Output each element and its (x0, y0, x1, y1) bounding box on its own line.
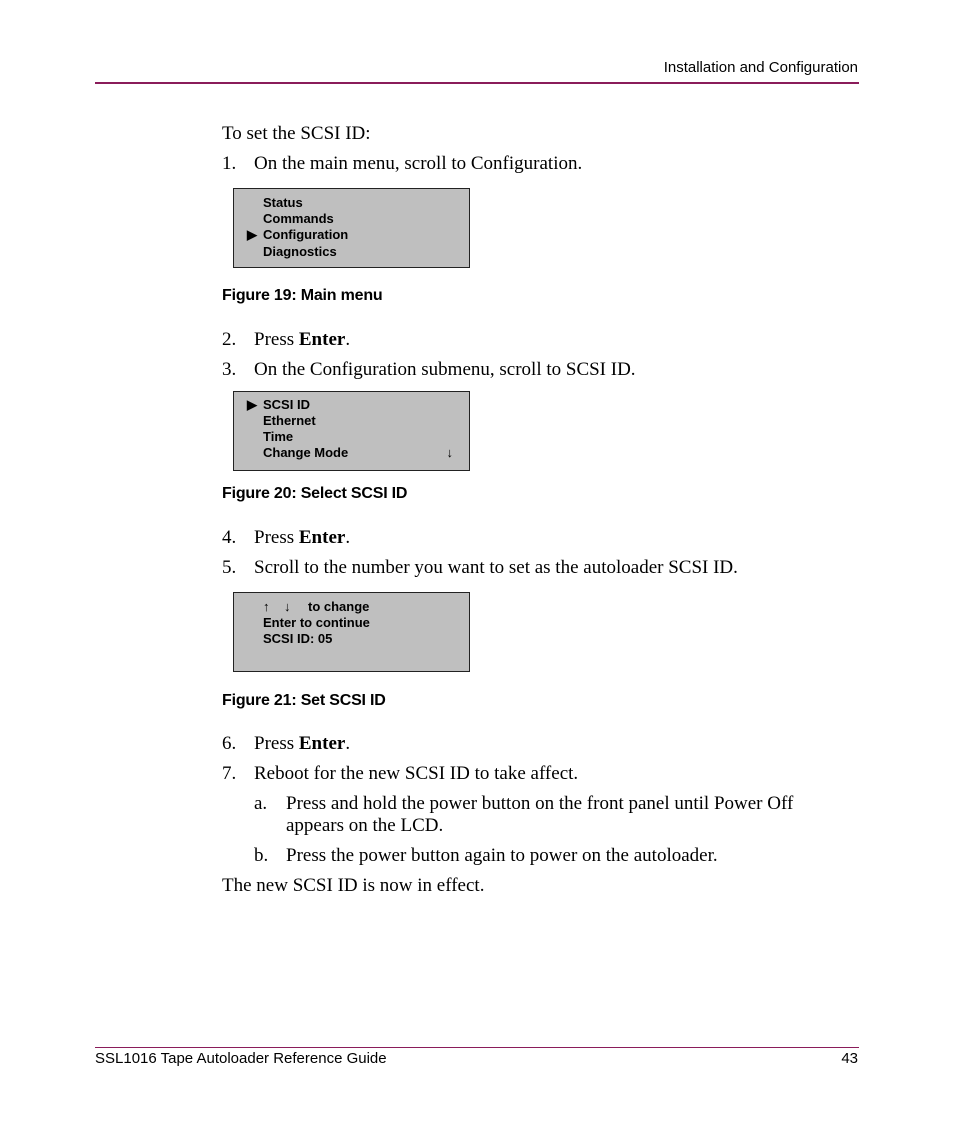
page-number: 43 (841, 1050, 858, 1067)
step-text: . (345, 329, 351, 350)
key-name: Enter (298, 733, 346, 754)
substep-text: Press the power button again to power on the autoloader. (286, 845, 718, 866)
lcd-set-scsi-id (233, 592, 470, 672)
lcd-line: Enter to continue (263, 615, 370, 630)
arrow-up-icon: ↑ (263, 599, 270, 614)
arrow-down-icon: ↓ (446, 445, 453, 460)
lcd-line: to change (308, 599, 370, 614)
step-number: 1. (222, 153, 237, 174)
lcd-line: Commands (263, 211, 334, 226)
footer-title: SSL1016 Tape Autoloader Reference Guide (95, 1050, 387, 1067)
intro-text: To set the SCSI ID: (222, 123, 371, 144)
step-number: 6. (222, 733, 237, 754)
step-text: . (345, 527, 351, 548)
header-rule (95, 82, 859, 84)
lcd-line: Status (263, 195, 303, 210)
lcd-main-menu (233, 188, 470, 268)
lcd-line: Change Mode (263, 445, 349, 460)
step-6 (222, 733, 350, 755)
lcd-line: Configuration (263, 227, 349, 242)
step-text: . (345, 733, 351, 754)
step-number: 5. (222, 557, 237, 578)
step-1 (222, 153, 582, 175)
step-text: Press (254, 329, 299, 350)
step-text: Scroll to the number you want to set as the autoloader SCSI ID. (254, 557, 738, 578)
substep-text: Press and hold the power button on the front panel until Power Off appears on the LCD. (286, 793, 794, 836)
footer-rule (95, 1047, 859, 1048)
substep-number: a. (254, 793, 268, 814)
step-3 (222, 359, 636, 381)
closing-text: The new SCSI ID is now in effect. (222, 875, 485, 896)
lcd-line: Diagnostics (263, 244, 337, 259)
pointer-icon: ▶ (247, 227, 257, 242)
arrow-down-icon: ↓ (284, 599, 291, 614)
lcd-configuration-submenu (233, 391, 470, 471)
lcd-line: SCSI ID: 05 (263, 631, 333, 646)
key-name: Enter (298, 329, 346, 350)
substep-number: b. (254, 845, 269, 866)
step-text: On the main menu, scroll to Configuration. (254, 153, 583, 174)
step-text: Press (254, 733, 299, 754)
step-number: 3. (222, 359, 237, 380)
step-text: Press (254, 527, 299, 548)
step-4 (222, 527, 350, 549)
step-5 (222, 557, 738, 579)
running-header: Installation and Configuration (663, 59, 858, 76)
lcd-line: Time (263, 429, 294, 444)
pointer-icon: ▶ (247, 397, 257, 412)
lcd-line: Ethernet (263, 413, 316, 428)
figure-caption: Figure 20: Select SCSI ID (222, 485, 408, 502)
key-name: Enter (298, 527, 346, 548)
step-number: 7. (222, 763, 237, 784)
figure-caption: Figure 21: Set SCSI ID (222, 692, 386, 709)
step-7 (222, 763, 578, 785)
step-number: 2. (222, 329, 237, 350)
lcd-line: SCSI ID (263, 397, 310, 412)
step-number: 4. (222, 527, 237, 548)
step-2 (222, 329, 350, 351)
step-text: On the Configuration submenu, scroll to SCSI ID. (254, 359, 636, 380)
figure-caption: Figure 19: Main menu (222, 287, 383, 304)
step-text: Reboot for the new SCSI ID to take affect. (254, 763, 579, 784)
